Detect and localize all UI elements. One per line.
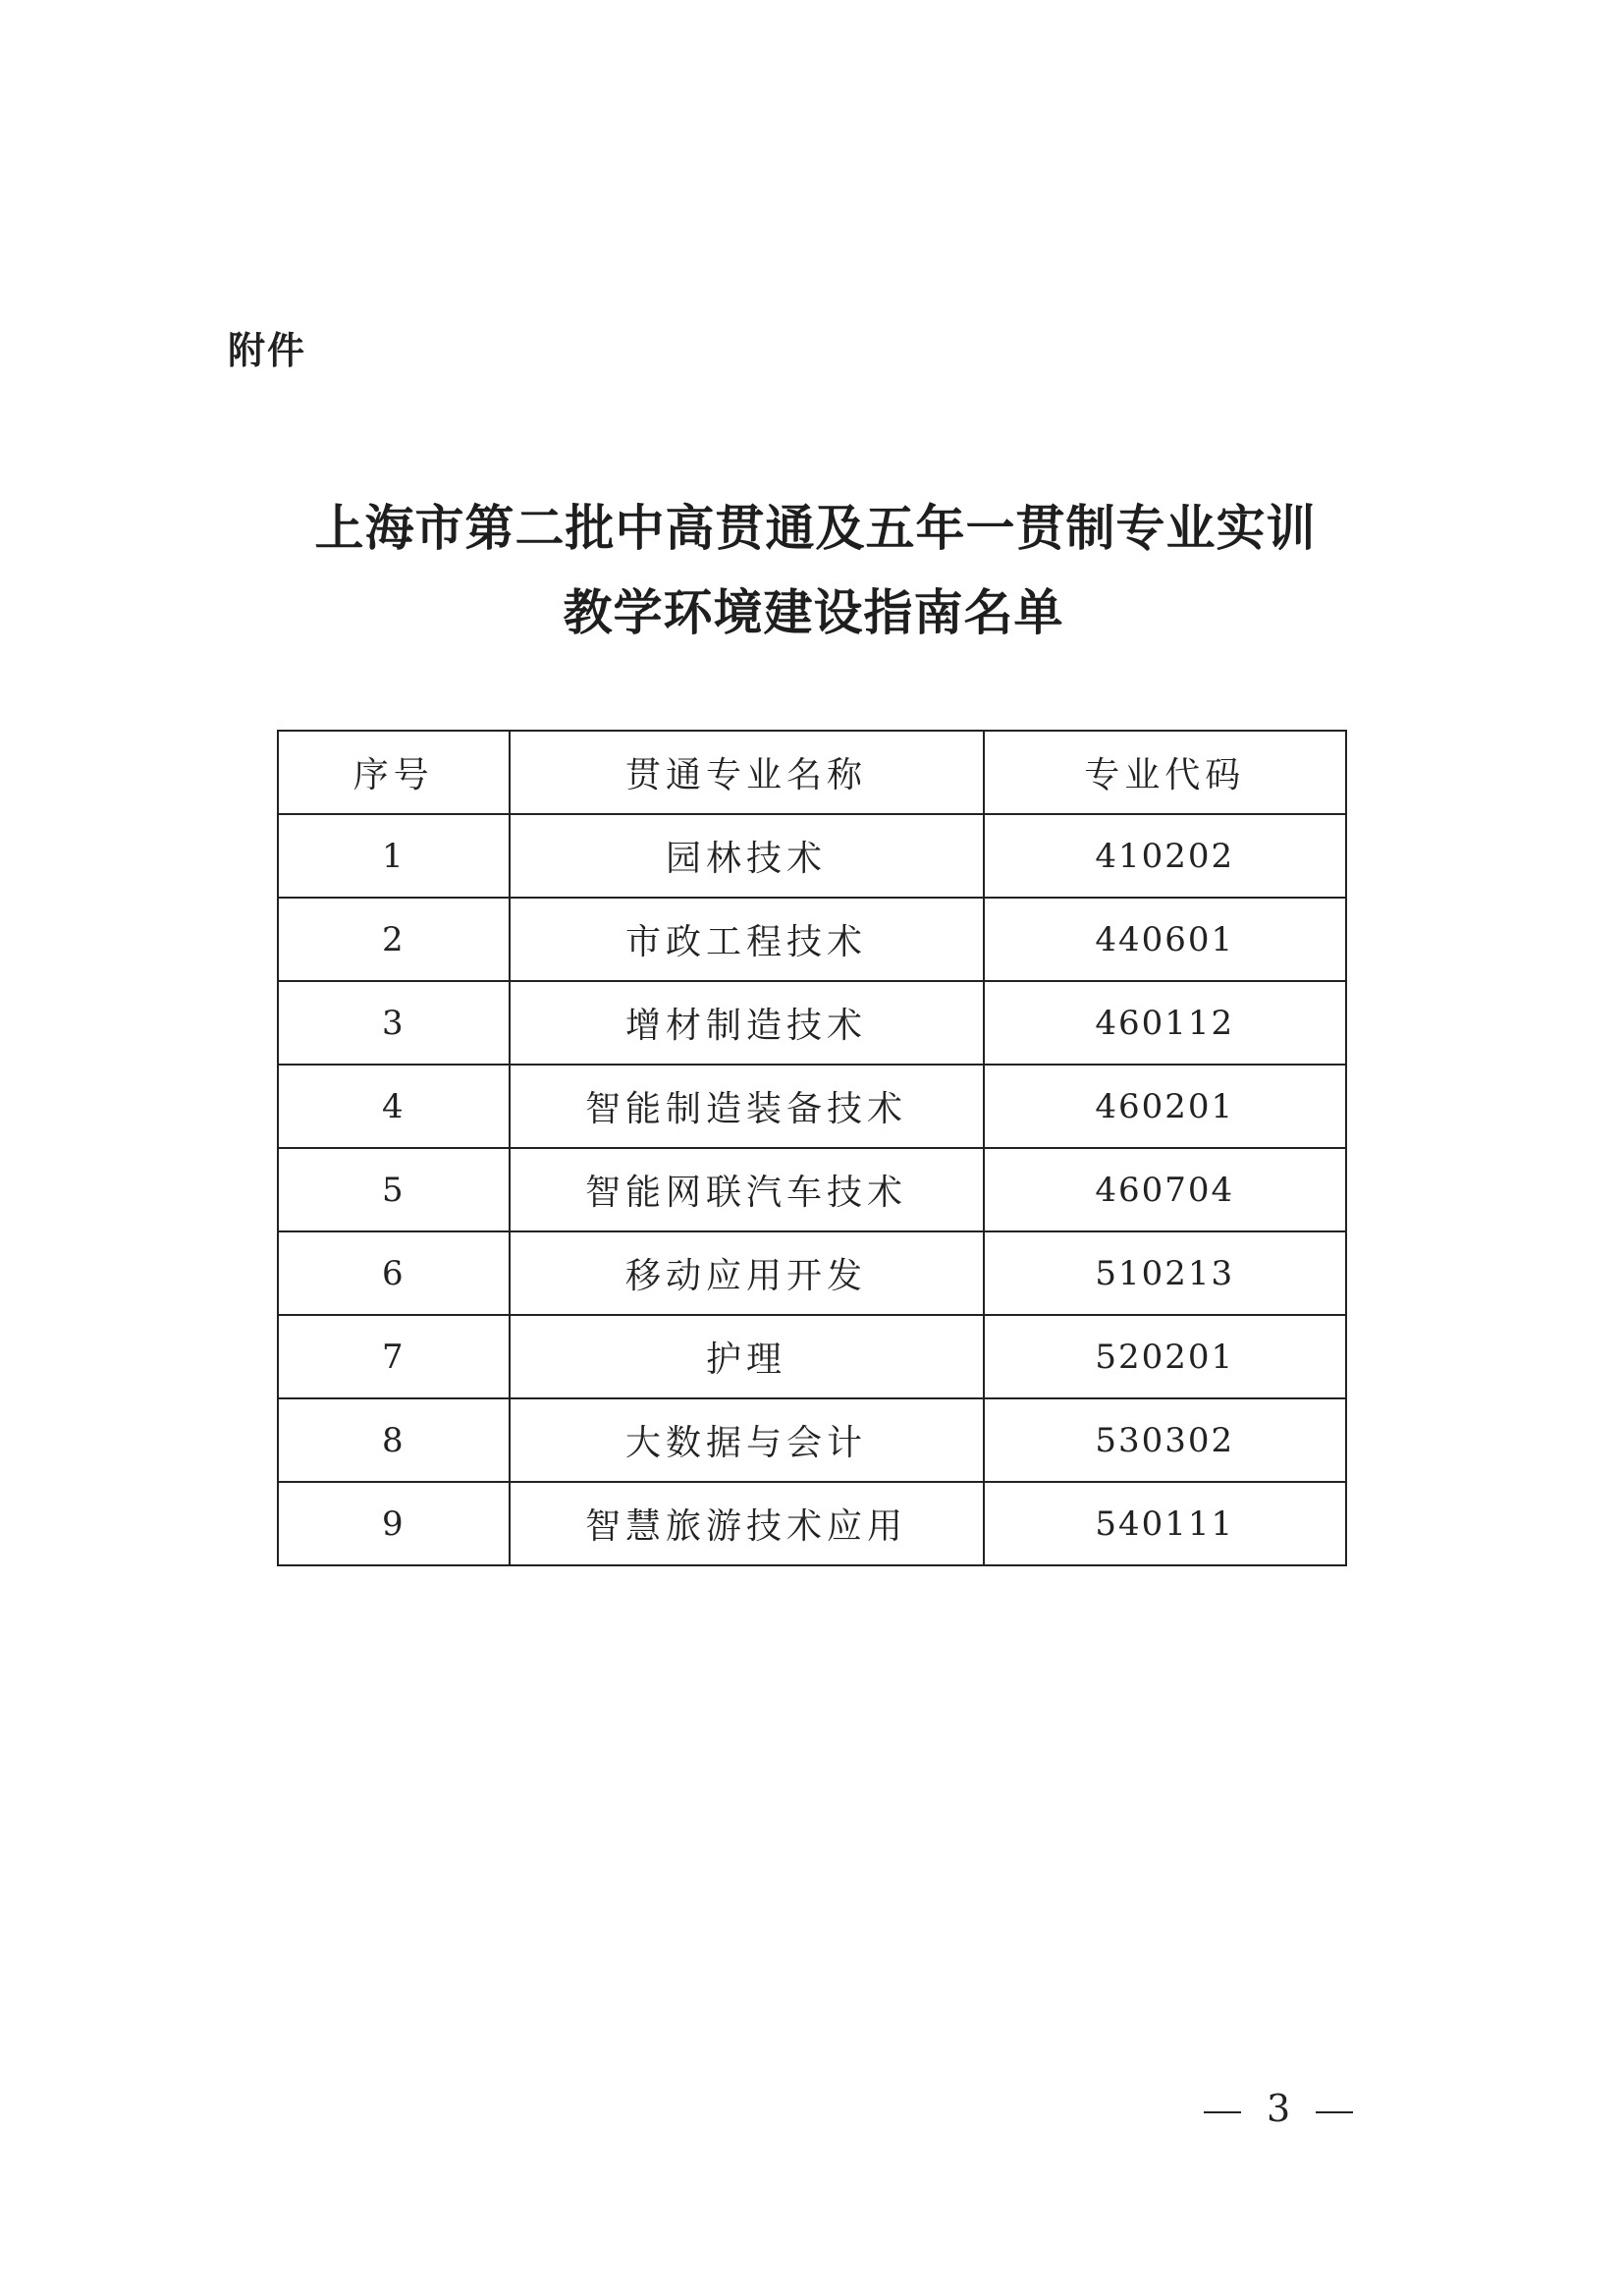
row-number: 7 bbox=[278, 1315, 510, 1398]
row-major-name: 增材制造技术 bbox=[510, 981, 984, 1065]
page-number-footer bbox=[1178, 2087, 1379, 2130]
header-major-name: 贯通专业名称 bbox=[510, 731, 984, 814]
row-number: 8 bbox=[278, 1398, 510, 1482]
row-number: 3 bbox=[278, 981, 510, 1065]
row-number: 6 bbox=[278, 1231, 510, 1315]
majors-table bbox=[277, 730, 1347, 1566]
row-major-name: 大数据与会计 bbox=[510, 1398, 984, 1482]
row-major-name: 智能网联汽车技术 bbox=[510, 1148, 984, 1231]
row-number: 5 bbox=[278, 1148, 510, 1231]
row-major-name: 智能制造装备技术 bbox=[510, 1065, 984, 1148]
document-title-line-2: 教学环境建设指南名单 bbox=[563, 584, 1064, 641]
row-major-name: 移动应用开发 bbox=[510, 1231, 984, 1315]
row-major-code: 460704 bbox=[984, 1148, 1346, 1231]
row-major-name: 市政工程技术 bbox=[510, 898, 984, 981]
table-row bbox=[278, 1148, 1346, 1231]
row-major-name: 智慧旅游技术应用 bbox=[510, 1482, 984, 1565]
row-major-code: 520201 bbox=[984, 1315, 1346, 1398]
table-row bbox=[278, 814, 1346, 898]
table-row bbox=[278, 1398, 1346, 1482]
table-row bbox=[278, 981, 1346, 1065]
row-major-code: 460201 bbox=[984, 1065, 1346, 1148]
attachment-label: 附件 bbox=[228, 329, 307, 372]
page-number-dash-right bbox=[1316, 2111, 1353, 2113]
row-major-code: 540111 bbox=[984, 1482, 1346, 1565]
page-number-dash-left bbox=[1204, 2111, 1241, 2113]
row-number: 9 bbox=[278, 1482, 510, 1565]
header-major-code: 专业代码 bbox=[984, 731, 1346, 814]
row-major-name: 园林技术 bbox=[510, 814, 984, 898]
table-header-row bbox=[278, 731, 1346, 814]
header-serial-number: 序号 bbox=[278, 731, 510, 814]
table-row bbox=[278, 1231, 1346, 1315]
table-row bbox=[278, 1482, 1346, 1565]
table-row bbox=[278, 1065, 1346, 1148]
row-major-code: 440601 bbox=[984, 898, 1346, 981]
row-major-name: 护理 bbox=[510, 1315, 984, 1398]
row-number: 1 bbox=[278, 814, 510, 898]
row-major-code: 530302 bbox=[984, 1398, 1346, 1482]
row-number: 4 bbox=[278, 1065, 510, 1148]
page-number: 3 bbox=[1267, 2087, 1291, 2130]
document-title-line-1: 上海市第二批中高贯通及五年一贯制专业实训 bbox=[314, 500, 1317, 557]
row-number: 2 bbox=[278, 898, 510, 981]
row-major-code: 460112 bbox=[984, 981, 1346, 1065]
row-major-code: 510213 bbox=[984, 1231, 1346, 1315]
table-row bbox=[278, 1315, 1346, 1398]
table-row bbox=[278, 898, 1346, 981]
row-major-code: 410202 bbox=[984, 814, 1346, 898]
